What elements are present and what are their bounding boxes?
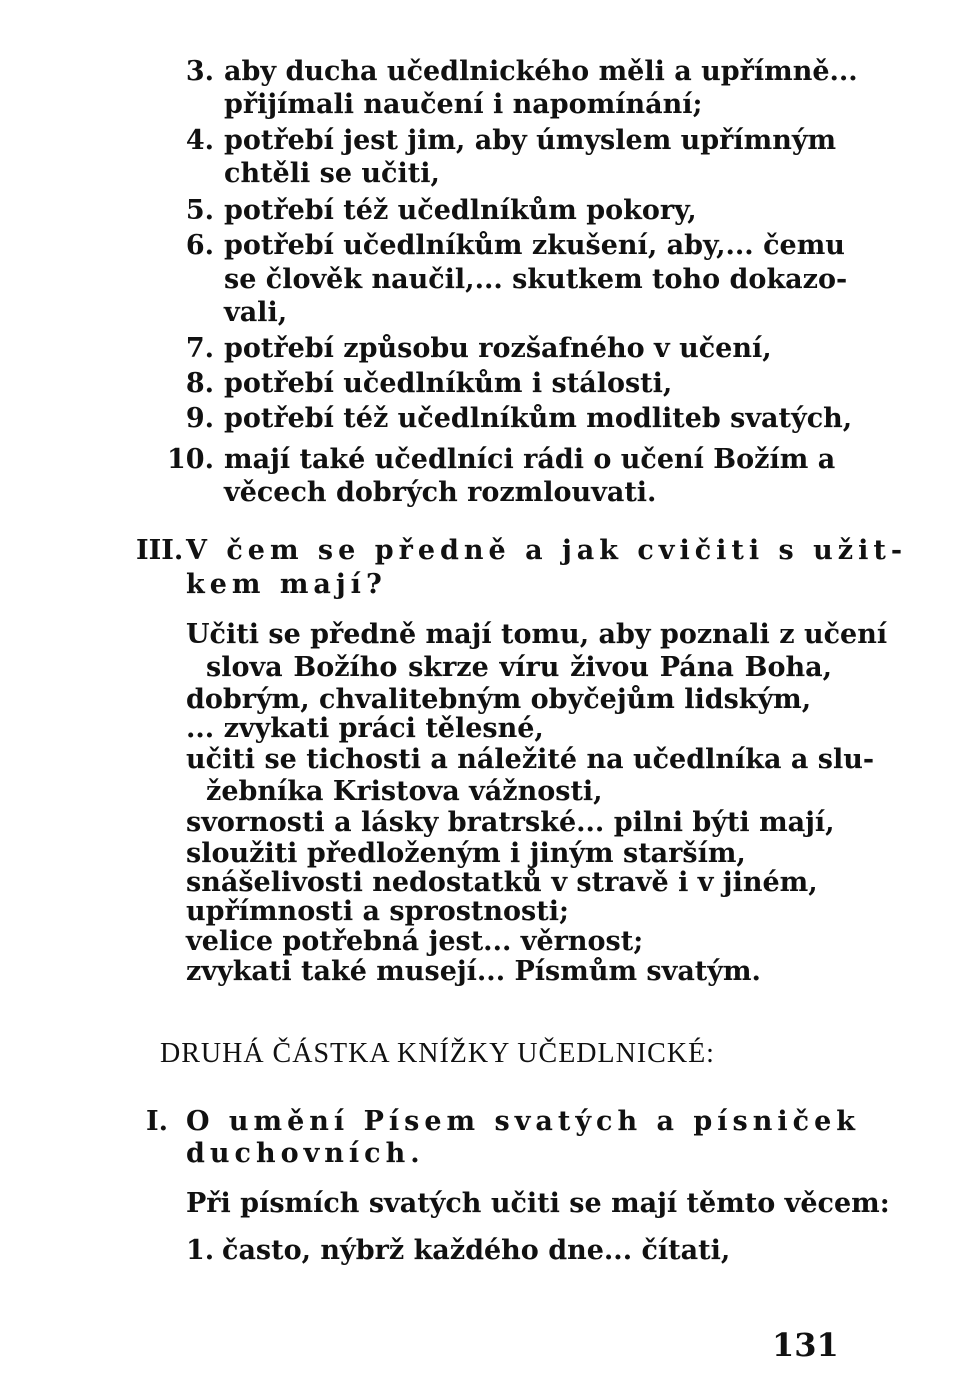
- paragraph-line: velice potřebná jest... věrnost;: [186, 926, 644, 957]
- list-text: potřebí učedlníkům zkušení, aby,... čemu: [224, 230, 845, 261]
- intro-text: Při písmích svatých učiti se mají těmto věcem:: [186, 1188, 890, 1219]
- list-number: 3.: [185, 56, 214, 87]
- paragraph-line: dobrým, chvalitebným obyčejům lidským,: [186, 684, 812, 715]
- list-number: 7.: [185, 333, 214, 364]
- list-number: 10.: [167, 444, 214, 475]
- list-text: potřebí též učedlníkům modliteb svatých,: [224, 403, 853, 434]
- list-text: se člověk naučil,... skutkem toho dokazo-: [224, 264, 848, 295]
- part-heading: DRUHÁ ČÁSTKA KNÍŽKY UČEDLNICKÉ:: [160, 1038, 715, 1069]
- section-title: V čem se předně a jak cvičiti s užit-: [186, 535, 908, 566]
- paragraph-line: slova Božího skrze víru živou Pána Boha,: [206, 652, 832, 683]
- paragraph-line: ... zvykati práci tělesné,: [186, 713, 544, 744]
- section-title: kem mají?: [186, 569, 387, 600]
- list-text: mají také učedlníci rádi o učení Božím a: [224, 444, 836, 475]
- paragraph-line: žebníka Kristova vážnosti,: [206, 776, 603, 807]
- paragraph-line: snášelivosti nedostatků v stravě i v jiném,: [186, 867, 818, 898]
- paragraph-line: Učiti se předně mají tomu, aby poznali z učení: [186, 619, 888, 650]
- page-number: 131: [772, 1326, 839, 1364]
- list-text: potřebí jest jim, aby úmyslem upřímným: [224, 125, 837, 156]
- paragraph-line: učiti se tichosti a náležité na učedlníka a slu-: [186, 744, 875, 775]
- list-text: často, nýbrž každého dne... čítati,: [222, 1235, 731, 1266]
- paragraph-line: svornosti a lásky bratrské... pilni býti mají,: [186, 807, 835, 838]
- section-title: O umění Písem svatých a písniček: [186, 1106, 860, 1137]
- list-text: potřebí učedlníkům i stálosti,: [224, 368, 673, 399]
- section-title: duchovních.: [186, 1138, 425, 1169]
- paragraph-line: sloužiti předloženým i jiným starším,: [186, 838, 746, 869]
- section-number: III.: [136, 535, 184, 566]
- list-text: věcech dobrých rozmlouvati.: [224, 477, 657, 508]
- list-number: 5.: [185, 195, 214, 226]
- list-number: 4.: [185, 125, 214, 156]
- paragraph-line: upřímnosti a sprostnosti;: [186, 896, 569, 927]
- list-text: přijímali naučení i napomínání;: [224, 89, 703, 120]
- list-text: chtěli se učiti,: [224, 158, 440, 189]
- list-text: potřebí též učedlníkům pokory,: [224, 195, 697, 226]
- paragraph-line: zvykati také musejí... Písmům svatým.: [186, 956, 761, 987]
- list-number: 6.: [185, 230, 214, 261]
- section-number: I.: [146, 1106, 169, 1137]
- list-number: 9.: [185, 403, 214, 434]
- list-text: vali,: [224, 297, 288, 328]
- list-text: potřebí způsobu rozšafného v učení,: [224, 333, 772, 364]
- list-number: 8.: [185, 368, 214, 399]
- list-number: 1.: [186, 1235, 215, 1266]
- list-text: aby ducha učedlnického měli a upřímně...: [224, 56, 858, 87]
